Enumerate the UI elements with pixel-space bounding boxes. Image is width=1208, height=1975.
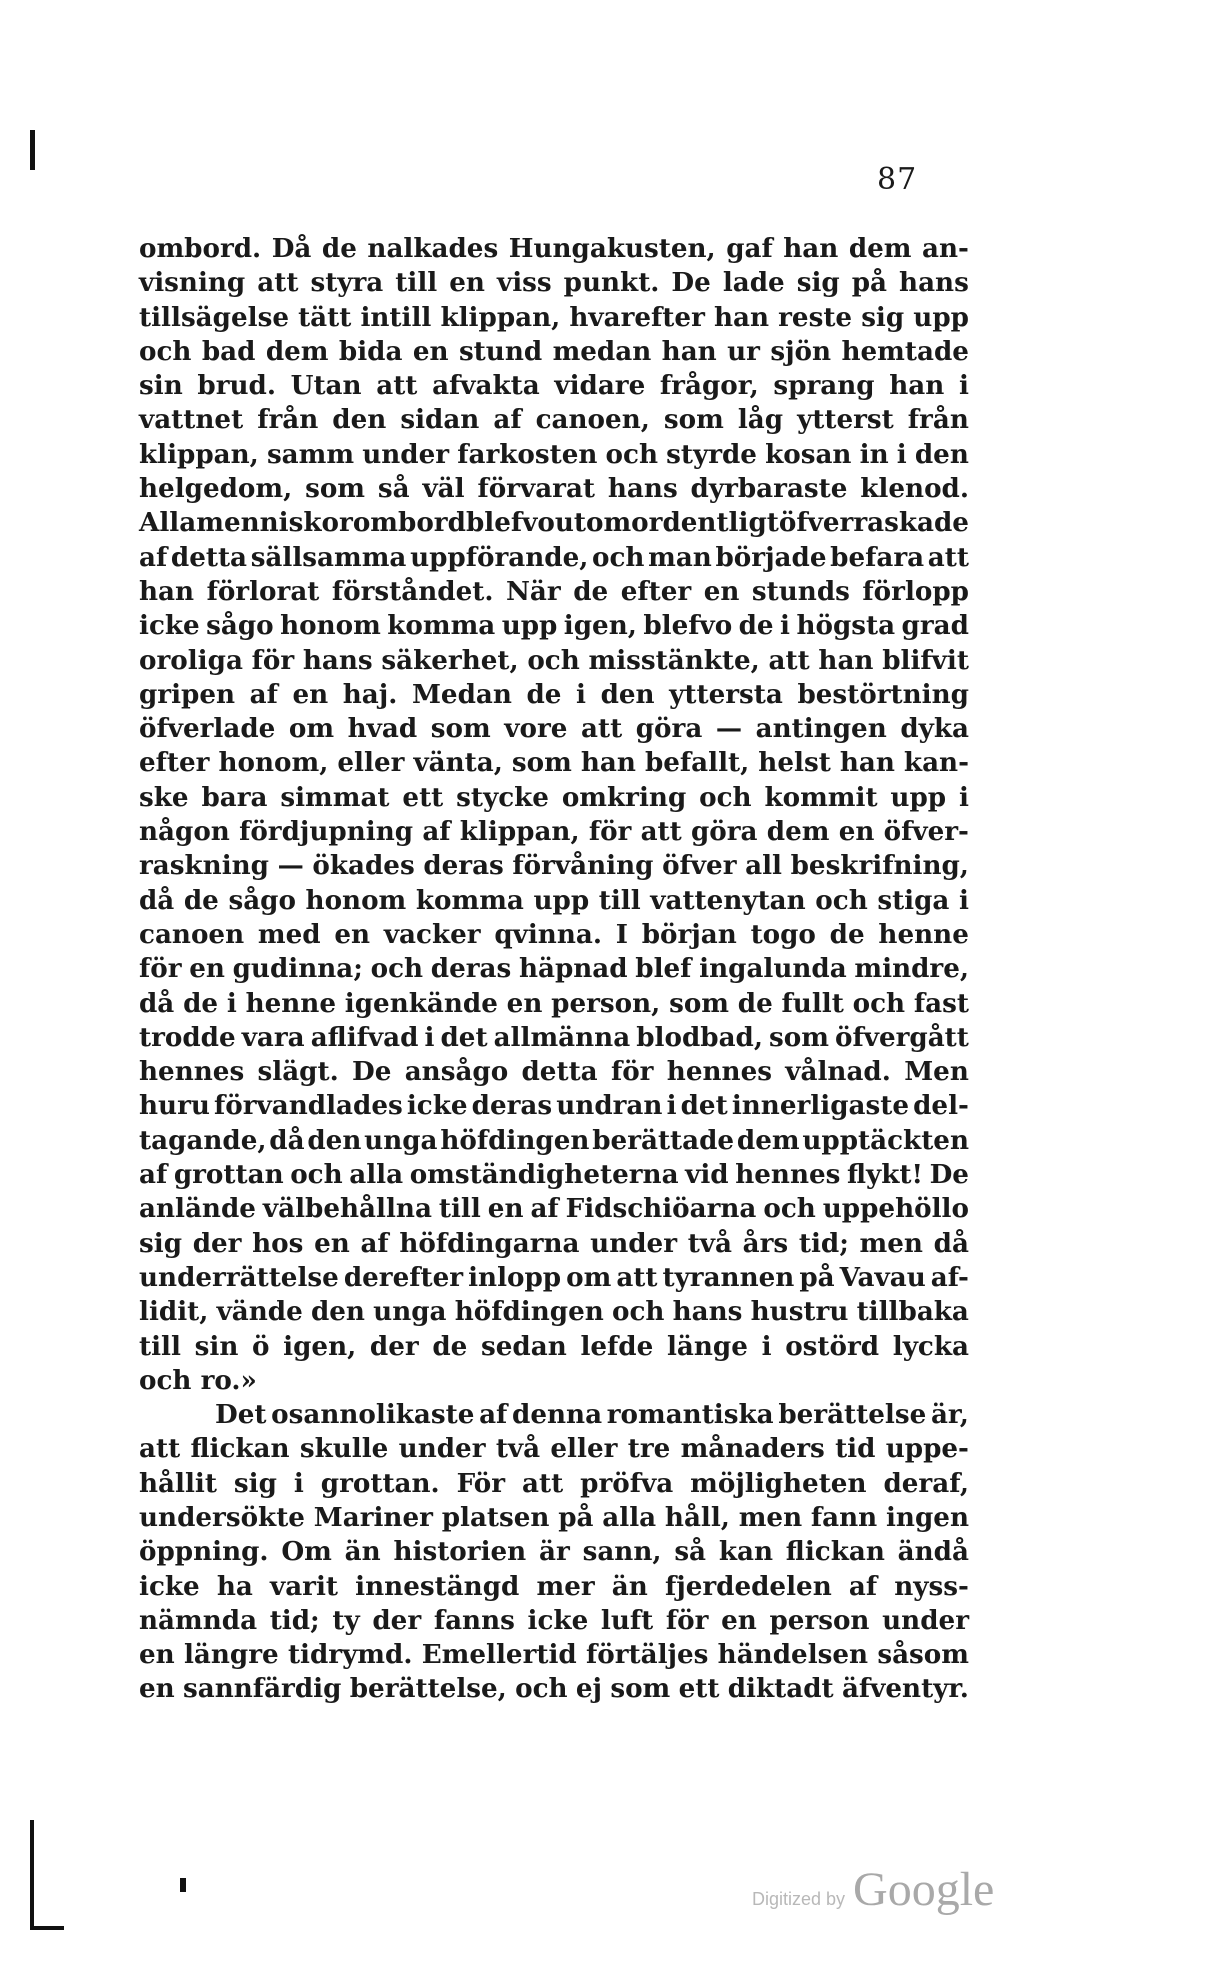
text-line: han förlorat förståndet. När de efter en stunds förlopp bbox=[139, 575, 969, 607]
text-line: anlände välbehållna till en af Fidschiöarna och uppehöllo bbox=[139, 1193, 969, 1225]
text-line: öppning. Om än historien är sann, så kan flickan ändå bbox=[139, 1536, 969, 1568]
digitized-watermark bbox=[752, 1862, 994, 1917]
text-line: då de sågo honom komma upp till vattenytan och stiga i bbox=[139, 884, 969, 916]
watermark-prefix: Digitized by bbox=[752, 1889, 846, 1909]
text-line: canoen med en vacker qvinna. I början togo de henne bbox=[139, 918, 969, 950]
text-line: undersökte Mariner platsen på alla håll, men fann ingen bbox=[139, 1501, 969, 1533]
text-line: att flickan skulle under två eller tre månaders tid uppe- bbox=[139, 1433, 969, 1465]
text-line: och ro.» bbox=[139, 1364, 257, 1396]
text-line: af detta sällsamma uppförande, och man började befara att bbox=[139, 541, 969, 573]
text-line: Alla menniskor ombord blefvo utomordentligt öfverraskade bbox=[139, 507, 969, 539]
text-line: någon fördjupning af klippan, för att göra dem en öfver- bbox=[139, 816, 969, 848]
google-logo: Google bbox=[853, 1863, 995, 1916]
text-line: en sannfärdig berättelse, och ej som ett diktadt äfventyr. bbox=[139, 1673, 969, 1705]
text-line: oroliga för hans säkerhet, och misstänkte, att han blifvit bbox=[139, 644, 969, 676]
text-line: af grottan och alla omständigheterna vid hennes flykt! De bbox=[139, 1159, 969, 1191]
text-line: ske bara simmat ett stycke omkring och kommit upp i bbox=[139, 781, 969, 813]
text-line: och bad dem bida en stund medan han ur sjön hemtade bbox=[139, 335, 969, 367]
scan-mark-bottom-horizontal bbox=[30, 1926, 64, 1930]
text-line: underrättelse derefter inlopp om att tyrannen på Vavau af- bbox=[139, 1261, 969, 1293]
text-line: Det osannolikaste af denna romantiska berättelse är, bbox=[215, 1399, 969, 1431]
scan-mark-top bbox=[30, 130, 35, 170]
text-line: nämnda tid; ty der fanns icke luft för en person under bbox=[139, 1604, 969, 1636]
text-line: klippan, samm under farkosten och styrde kosan in i den bbox=[139, 438, 969, 470]
text-line: efter honom, eller vänta, som han befallt, helst han kan- bbox=[139, 747, 969, 779]
text-line: tagande, då den unga höfdingen berättade dem upptäckten bbox=[139, 1124, 969, 1156]
text-line: visning att styra till en viss punkt. De lade sig på hans bbox=[139, 267, 969, 299]
text-line: vattnet från den sidan af canoen, som låg ytterst från bbox=[139, 404, 969, 436]
page-number: 87 bbox=[877, 162, 918, 197]
text-line: helgedom, som så väl förvarat hans dyrbaraste klenod. bbox=[139, 473, 969, 505]
text-line: raskning — ökades deras förvåning öfver all beskrifning, bbox=[139, 850, 969, 882]
text-line: gripen af en haj. Medan de i den yttersta bestörtning bbox=[139, 678, 969, 710]
scan-mark-arrow bbox=[180, 1878, 186, 1892]
text-line: sig der hos en af höfdingarna under två års tid; men då bbox=[139, 1227, 969, 1259]
text-line: hållit sig i grottan. För att pröfva möjligheten deraf, bbox=[139, 1467, 969, 1499]
body-text bbox=[139, 232, 969, 1707]
text-line: icke ha varit innestängd mer än fjerdedelen af nyss- bbox=[139, 1570, 969, 1602]
text-line: då de i henne igenkände en person, som de fullt och fast bbox=[139, 987, 969, 1019]
text-line: för en gudinna; och deras häpnad blef ingalunda mindre, bbox=[139, 953, 969, 985]
text-line: trodde vara aflifvad i det allmänna blodbad, som öfvergått bbox=[139, 1021, 969, 1053]
text-line: ombord. Då de nalkades Hungakusten, gaf han dem an- bbox=[139, 233, 969, 264]
text-line: öfverlade om hvad som vore att göra — antingen dyka bbox=[139, 713, 969, 745]
text-line: till sin ö igen, der de sedan lefde länge i ostörd lycka bbox=[139, 1330, 969, 1362]
text-line: icke sågo honom komma upp igen, blefvo de i högsta grad bbox=[139, 610, 969, 642]
text-line: huru förvandlades icke deras undran i det innerligaste del- bbox=[139, 1090, 969, 1122]
text-line: lidit, vände den unga höfdingen och hans hustru tillbaka bbox=[139, 1296, 969, 1328]
text-line: en längre tidrymd. Emellertid förtäljes händelsen såsom bbox=[139, 1639, 969, 1671]
scan-mark-bottom-vertical bbox=[30, 1820, 34, 1930]
text-line: hennes slägt. De ansågo detta för hennes vålnad. Men bbox=[139, 1056, 969, 1088]
text-line: tillsägelse tätt intill klippan, hvarefter han reste sig upp bbox=[139, 301, 969, 333]
text-line: sin brud. Utan att afvakta vidare frågor, sprang han i bbox=[139, 370, 969, 402]
